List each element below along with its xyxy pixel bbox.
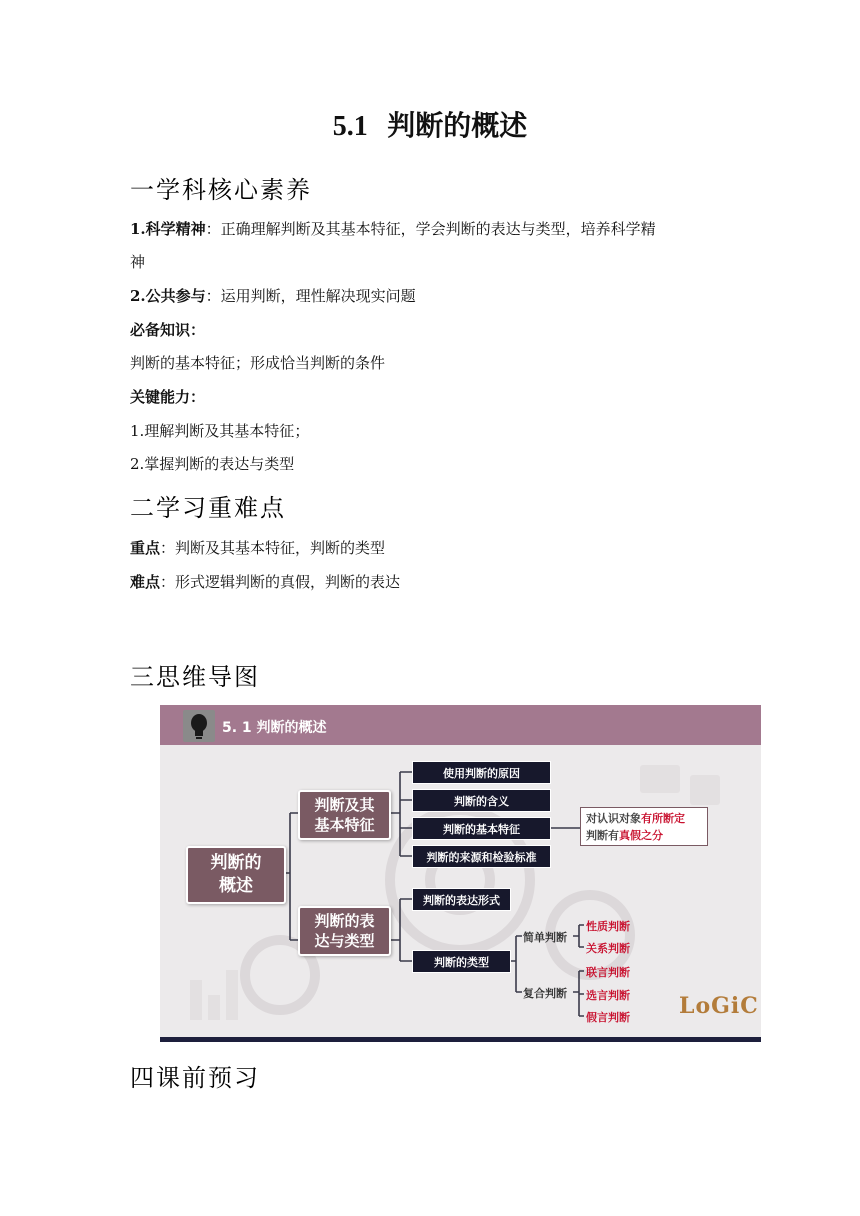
knowledge-label: 必备知识：: [130, 321, 206, 339]
mind-map-footer: [160, 1037, 761, 1042]
leaf-relation: 关系判断: [586, 942, 630, 955]
item-science-spirit: [130, 219, 740, 239]
title-number: 5.1: [332, 111, 368, 142]
page-title: [0, 104, 860, 144]
key-point: 重点：判断及其基本特征，判断的类型: [130, 539, 386, 557]
item-label: 2.公共参与: [130, 287, 206, 305]
branch-node-expression: 判断的表 达与类型: [298, 906, 391, 956]
item-text: ：运用判断，理性解决现实问题: [205, 287, 416, 305]
node-basic-features: 判断的基本特征: [412, 817, 551, 840]
item-science-spirit-cont: 神: [130, 253, 146, 271]
mind-map-title: 5. 1 判断的概述: [222, 720, 327, 736]
root-line: 概述: [219, 876, 253, 896]
difficult-point: 难点：形式逻辑判断的真假，判断的表达: [130, 573, 401, 591]
node-meaning: 判断的含义: [412, 789, 551, 812]
ability-item: 1.理解判断及其基本特征；: [130, 422, 310, 440]
note-box: 对认识对象有所断定 判断有真假之分: [580, 807, 708, 846]
ability-label: 关键能力：: [130, 388, 206, 406]
leaf-conjunctive: 联言判断: [586, 966, 630, 979]
leaf-nature: 性质判断: [586, 920, 630, 933]
node-judgment-types: 判断的类型: [412, 950, 511, 973]
section-heading-1: 一学科核心素养: [130, 176, 312, 204]
section-heading-4: 四课前预习: [130, 1064, 260, 1092]
compound-judgment-label: 复合判断: [523, 987, 567, 1000]
root-node: [186, 846, 286, 904]
logic-logo: LoGiC: [679, 993, 759, 1019]
mind-map-image: [160, 705, 761, 1042]
title-text: 判断的概述: [387, 109, 528, 142]
section-heading-3: 三思维导图: [130, 663, 260, 691]
root-line: 判断的: [210, 853, 262, 873]
ability-item: 2.掌握判断的表达与类型: [130, 455, 295, 473]
leaf-disjunctive: 选言判断: [586, 989, 630, 1002]
branch-node-features: 判断及其 基本特征: [298, 790, 391, 840]
item-text: ：正确理解判断及其基本特征，学会判断的表达与类型，培养科学精: [205, 220, 656, 238]
section-heading-2: 二学习重难点: [130, 494, 286, 522]
simple-judgment-label: 简单判断: [523, 931, 567, 944]
knowledge-text: 判断的基本特征；形成恰当判断的条件: [130, 354, 386, 372]
leaf-hypothetical: 假言判断: [586, 1011, 630, 1024]
item-label: 1.科学精神: [130, 220, 206, 238]
node-expression-form: 判断的表达形式: [412, 888, 511, 911]
node-source: 判断的来源和检验标准: [412, 845, 551, 868]
node-reason: 使用判断的原因: [412, 761, 551, 784]
item-public-participation: [130, 286, 740, 306]
